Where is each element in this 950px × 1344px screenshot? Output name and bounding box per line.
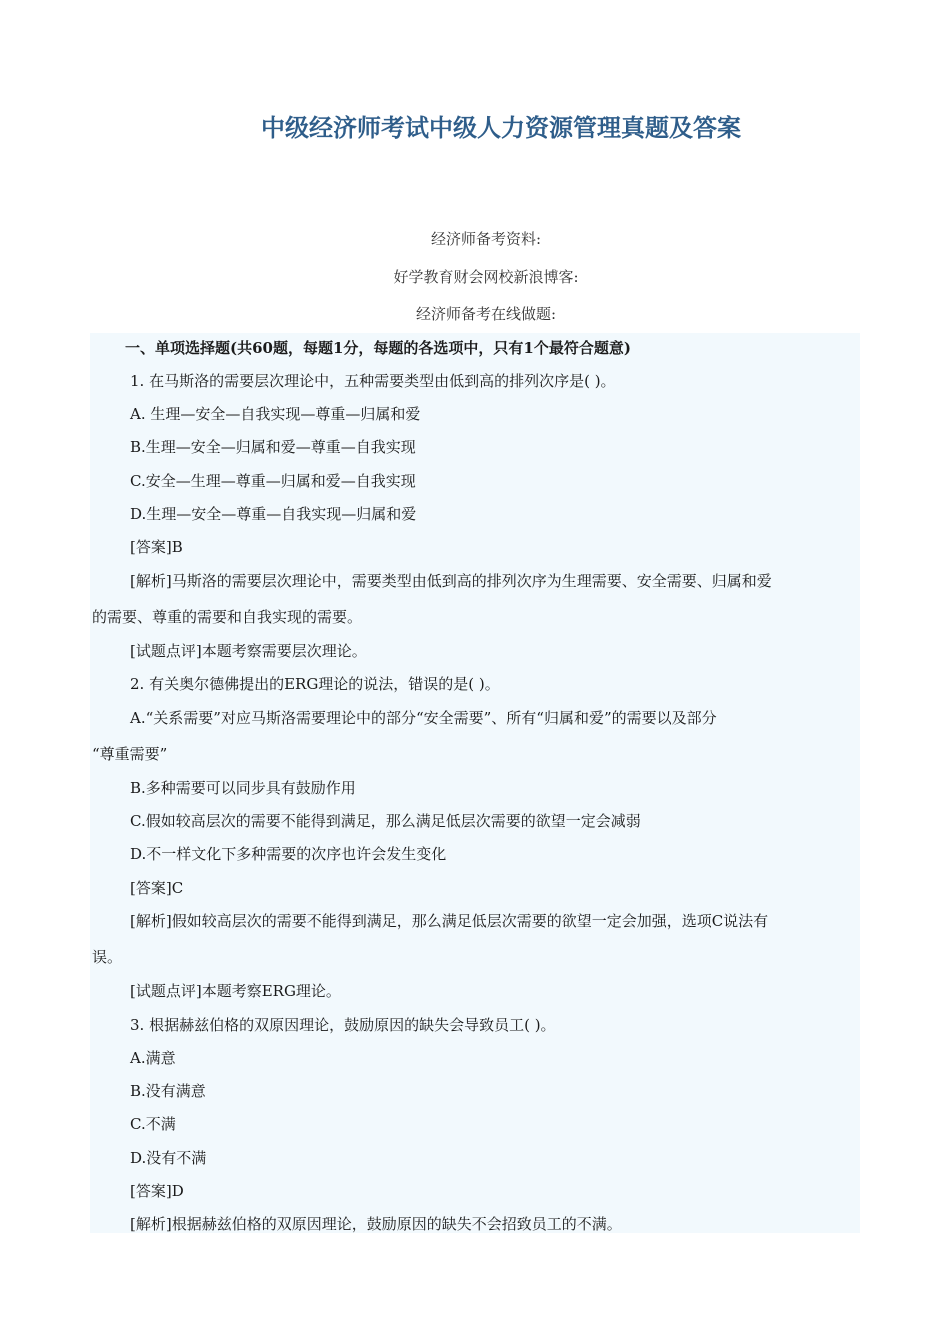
meta-line-online-practice: 经济师备考在线做题:	[415, 305, 557, 323]
question-3: 3. 根据赫兹伯格的双原因理论，鼓励原因的缺失会导致员工( )。	[130, 1016, 556, 1034]
section-heading: 一、单项选择题(共60题，每题1分，每题的各选项中，只有1个最符合题意)	[125, 339, 631, 357]
q1-comment: [试题点评]本题考察需要层次理论。	[130, 642, 367, 660]
question-2: 2. 有关奥尔德佛提出的ERG理论的说法，错误的是( )。	[130, 675, 500, 693]
q2-analysis-cont: 误。	[92, 948, 123, 966]
meta-line-materials: 经济师备考资料:	[430, 230, 542, 248]
q3-answer: [答案]D	[130, 1182, 184, 1200]
q2-option-a: A.“关系需要”对应马斯洛需要理论中的部分“安全需要”、所有“归属和爱”的需要以及部分	[130, 709, 717, 727]
q1-analysis-cont: 的需要、尊重的需要和自我实现的需要。	[92, 608, 363, 626]
q1-option-a: A. 生理—安全—自我实现—尊重—归属和爱	[130, 405, 421, 423]
q2-option-d: D.不一样文化下多种需要的次序也许会发生变化	[130, 845, 447, 863]
q2-answer: [答案]C	[130, 879, 184, 897]
meta-line-blog: 好学教育财会网校新浪博客:	[393, 268, 579, 286]
q2-analysis: [解析]假如较高层次的需要不能得到满足，那么满足低层次需要的欲望一定会加强，选项C说法有	[130, 912, 769, 930]
q2-option-c: C.假如较高层次的需要不能得到满足，那么满足低层次需要的欲望一定会减弱	[130, 812, 641, 830]
q1-option-c: C.安全—生理—尊重—归属和爱—自我实现	[130, 472, 416, 490]
q2-option-b: B.多种需要可以同步具有鼓励作用	[130, 779, 356, 797]
q2-comment: [试题点评]本题考察ERG理论。	[130, 982, 341, 1000]
q3-option-b: B.没有满意	[130, 1082, 206, 1100]
q3-option-c: C.不满	[130, 1115, 176, 1133]
q1-analysis: [解析]马斯洛的需要层次理论中，需要类型由低到高的排列次序为生理需要、安全需要、归属和爱	[130, 572, 772, 590]
q1-option-b: B.生理—安全—归属和爱—尊重—自我实现	[130, 438, 416, 456]
q2-option-a-cont: “尊重需要”	[92, 745, 168, 763]
q1-option-d: D.生理—安全—尊重—自我实现—归属和爱	[130, 505, 417, 523]
q1-answer: [答案]B	[130, 538, 183, 556]
document-title: 中级经济师考试中级人力资源管理真题及答案	[261, 113, 741, 142]
question-1: 1. 在马斯洛的需要层次理论中，五种需要类型由低到高的排列次序是( )。	[130, 372, 616, 390]
q3-option-a: A.满意	[130, 1049, 176, 1067]
q3-option-d: D.没有不满	[130, 1149, 207, 1167]
content-block	[90, 333, 860, 1233]
q3-analysis: [解析]根据赫兹伯格的双原因理论，鼓励原因的缺失不会招致员工的不满。	[130, 1215, 622, 1233]
